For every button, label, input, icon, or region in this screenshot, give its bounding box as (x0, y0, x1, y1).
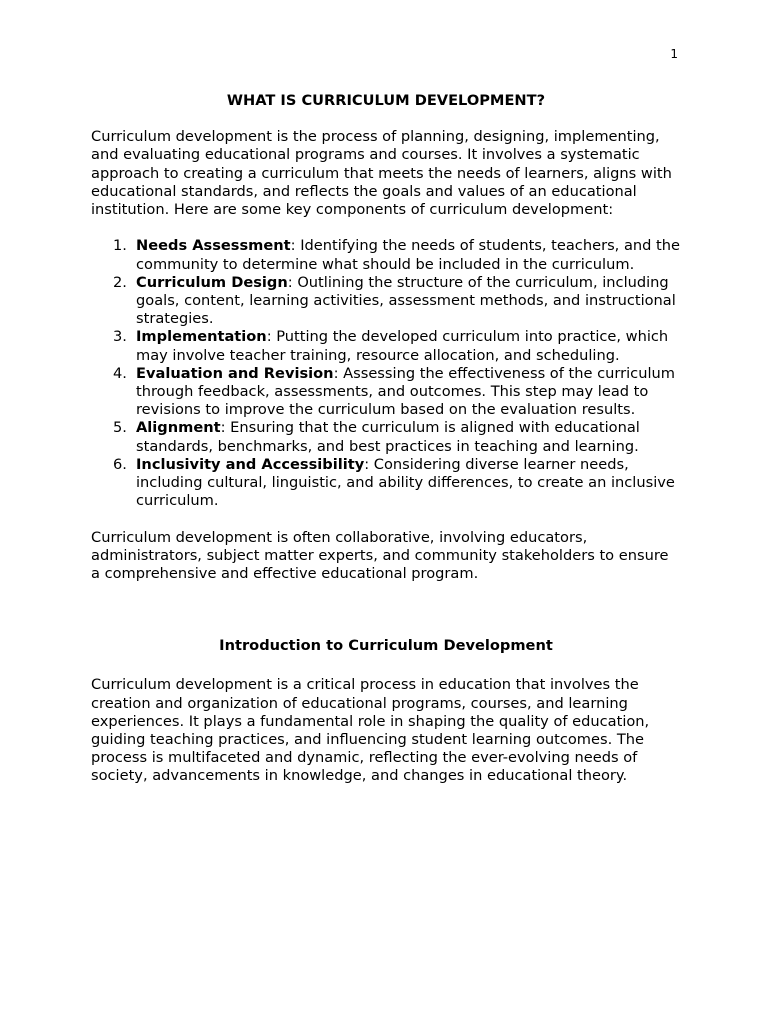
list-item-term: Inclusivity and Accessibility (136, 455, 365, 473)
list-item-description: : Outlining the structure of the curriculum, including goals, content, learning activities, assessment methods, and instructional strategies. (136, 273, 676, 328)
list-item (113, 237, 681, 273)
list-item-term: Curriculum Design (136, 273, 288, 291)
section-title: Introduction to Curriculum Development (219, 637, 553, 655)
list-item-description: : Considering diverse learner needs, including cultural, linguistic, and ability differences, to create an inclusive curriculum. (136, 455, 675, 510)
list-item-number: 3. (113, 328, 127, 346)
list-item-number: 2. (113, 273, 127, 291)
list-item-term: Alignment (136, 419, 221, 437)
list-item-term: Needs Assessment (136, 237, 291, 255)
list-item-term: Implementation (136, 328, 267, 346)
conclusion-paragraph: Curriculum development is often collaborative, involving educators, administrators, subject matter experts, and community stakeholders to ensure a comprehensive and effective educational program. (91, 528, 669, 583)
list-item-number: 6. (113, 455, 127, 473)
components-list (91, 237, 681, 510)
page-number: 1 (670, 47, 678, 61)
list-item (113, 455, 681, 511)
section-title: WHAT IS CURRICULUM DEVELOPMENT? (226, 92, 546, 109)
list-item-number: 4. (113, 364, 127, 382)
list-item (113, 273, 681, 329)
list-item-description: : Ensuring that the curriculum is aligned with educational standards, benchmarks, and best practices in teaching and learning. (136, 419, 640, 455)
list-item-description: : Putting the developed curriculum into practice, which may involve teacher training, resource allocation, and scheduling. (136, 328, 669, 364)
intro-paragraph: Curriculum development is the process of planning, designing, implementing, and evaluating educational programs and courses. It involves a systematic approach to creating a curriculum that meets the needs of learners, aligns with educational standards, and reflects the goals and values of an educational institution. Here are some key components of curriculum development: (91, 128, 672, 219)
list-item-number: 1. (113, 237, 127, 255)
list-item-number: 5. (113, 419, 127, 437)
list-item (113, 419, 681, 455)
list-item (113, 364, 681, 420)
section-spacer (91, 583, 681, 637)
list-item-description: : Assessing the effectiveness of the curriculum through feedback, assessments, and outcomes. This step may lead to revisions to improve the curriculum based on the evaluation results. (136, 364, 675, 419)
intro-section-paragraph: Curriculum development is a critical process in education that involves the creation and organization of educational programs, courses, and learning experiences. It plays a fundamental role in shaping the quality of education, guiding teaching practices, and influencing student learning outcomes. The process is multifaceted and dynamic, reflecting the ever-evolving needs of society, advancements in knowledge, and changes in educational theory. (91, 676, 650, 785)
list-item-description: : Identifying the needs of students, teachers, and the community to determine what should be included in the curriculum. (136, 237, 680, 273)
list-item (113, 328, 681, 364)
list-item-term: Evaluation and Revision (136, 364, 334, 382)
document-body (91, 92, 681, 786)
